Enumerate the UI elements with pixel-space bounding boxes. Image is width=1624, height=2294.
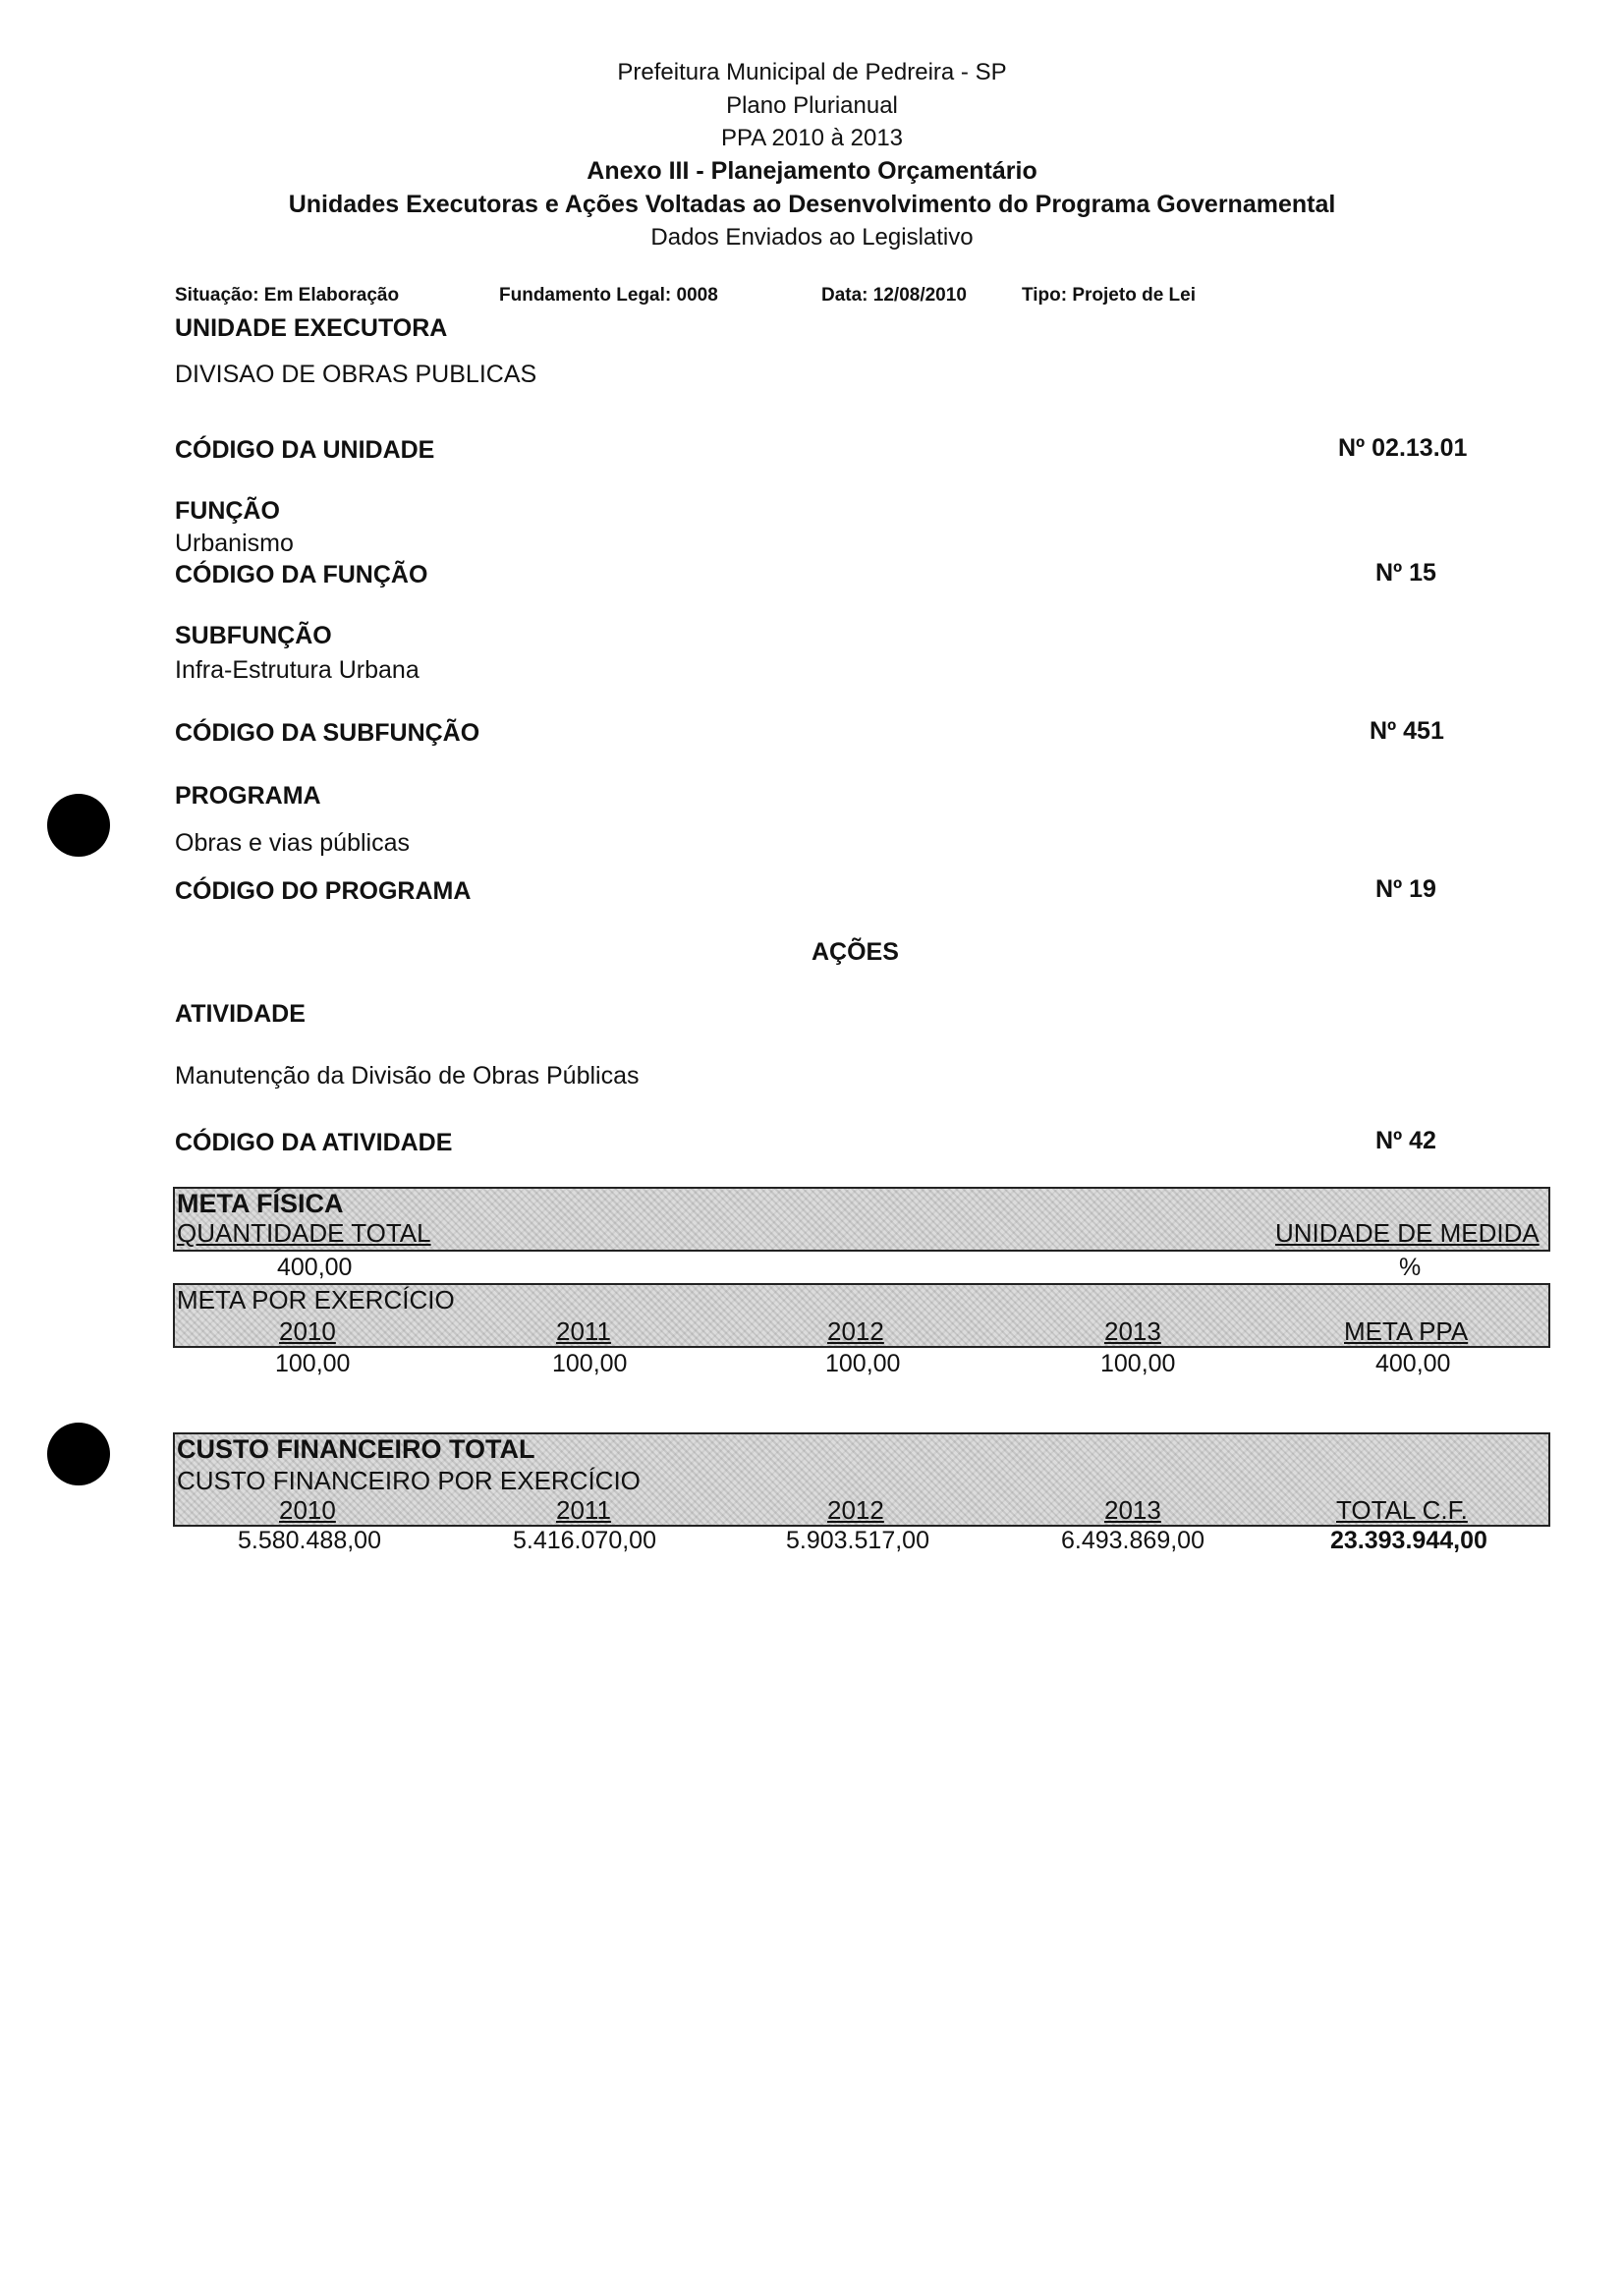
header-municipality: Prefeitura Municipal de Pedreira - SP	[617, 59, 1007, 85]
header-subtitle: Unidades Executoras e Ações Voltadas ao Desenvolvimento do Programa Governamental	[288, 191, 1336, 218]
status-situacao: Situação: Em Elaboração	[175, 285, 400, 306]
cost-year-2011: 2011	[556, 1495, 611, 1525]
subfunction-value: Infra-Estrutura Urbana	[175, 656, 420, 684]
goal-value-2013: 100,00	[1100, 1350, 1176, 1377]
financial-cost-per-year-title: CUSTO FINANCEIRO POR EXERCÍCIO	[177, 1466, 641, 1495]
goal-ppa-value: 400,00	[1375, 1350, 1451, 1377]
document-date: Data: 12/08/2010	[821, 285, 967, 306]
total-quantity-value: 400,00	[277, 1254, 353, 1281]
goal-value-2010: 100,00	[275, 1350, 351, 1377]
goal-value-2011: 100,00	[552, 1350, 628, 1377]
header-period: PPA 2010 à 2013	[720, 125, 904, 151]
unit-value: DIVISAO DE OBRAS PUBLICAS	[175, 361, 537, 388]
unit-code-label: CÓDIGO DA UNIDADE	[175, 436, 435, 464]
total-quantity-label: QUANTIDADE TOTAL	[177, 1218, 431, 1248]
cost-year-2012: 2012	[827, 1495, 884, 1525]
punch-hole-top	[47, 794, 110, 857]
goal-year-2013: 2013	[1104, 1316, 1161, 1346]
total-cost-value: 23.393.944,00	[1330, 1527, 1487, 1554]
document-type: Tipo: Projeto de Lei	[1022, 285, 1196, 306]
function-label: FUNÇÃO	[175, 497, 280, 525]
subfunction-label: SUBFUNÇÃO	[175, 622, 332, 649]
goal-ppa-label: META PPA	[1344, 1316, 1469, 1346]
function-code: Nº 15	[1375, 559, 1436, 587]
goal-per-year-title: META POR EXERCÍCIO	[177, 1285, 455, 1315]
cost-value-2010: 5.580.488,00	[238, 1527, 381, 1554]
actions-heading: AÇÕES	[812, 938, 899, 966]
goal-value-2012: 100,00	[825, 1350, 901, 1377]
header-plan: Plano Plurianual	[726, 92, 898, 119]
unit-label: UNIDADE EXECUTORA	[175, 314, 448, 342]
activity-code: Nº 42	[1375, 1127, 1436, 1154]
cost-value-2012: 5.903.517,00	[786, 1527, 929, 1554]
function-value: Urbanismo	[175, 530, 294, 557]
subfunction-code: Nº 451	[1370, 717, 1444, 745]
physical-goal-title: META FÍSICA	[177, 1189, 344, 1218]
header-annex: Anexo III - Planejamento Orçamentário	[587, 157, 1037, 185]
program-value: Obras e vias públicas	[175, 829, 411, 857]
header-legislative: Dados Enviados ao Legislativo	[650, 224, 974, 251]
goal-year-2010: 2010	[279, 1316, 336, 1346]
goal-year-2012: 2012	[827, 1316, 884, 1346]
subfunction-code-label: CÓDIGO DA SUBFUNÇÃO	[175, 719, 480, 747]
goal-year-2011: 2011	[556, 1316, 611, 1346]
activity-code-label: CÓDIGO DA ATIVIDADE	[175, 1129, 453, 1156]
function-code-label: CÓDIGO DA FUNÇÃO	[175, 561, 428, 588]
unit-of-measure-value: %	[1399, 1254, 1422, 1281]
punch-hole-bottom	[47, 1423, 110, 1485]
cost-value-2013: 6.493.869,00	[1061, 1527, 1204, 1554]
activity-label: ATIVIDADE	[175, 1000, 306, 1028]
activity-value: Manutenção da Divisão de Obras Públicas	[175, 1062, 640, 1090]
unit-code: Nº 02.13.01	[1338, 434, 1468, 462]
program-code: Nº 19	[1375, 875, 1436, 903]
total-cost-label: TOTAL C.F.	[1336, 1495, 1468, 1525]
unit-of-measure-label: UNIDADE DE MEDIDA	[1275, 1218, 1540, 1248]
cost-year-2010: 2010	[279, 1495, 336, 1525]
cost-value-2011: 5.416.070,00	[513, 1527, 656, 1554]
program-code-label: CÓDIGO DO PROGRAMA	[175, 877, 472, 905]
cost-year-2013: 2013	[1104, 1495, 1161, 1525]
legal-basis: Fundamento Legal: 0008	[499, 285, 718, 306]
program-label: PROGRAMA	[175, 782, 321, 810]
financial-cost-title: CUSTO FINANCEIRO TOTAL	[177, 1434, 535, 1464]
